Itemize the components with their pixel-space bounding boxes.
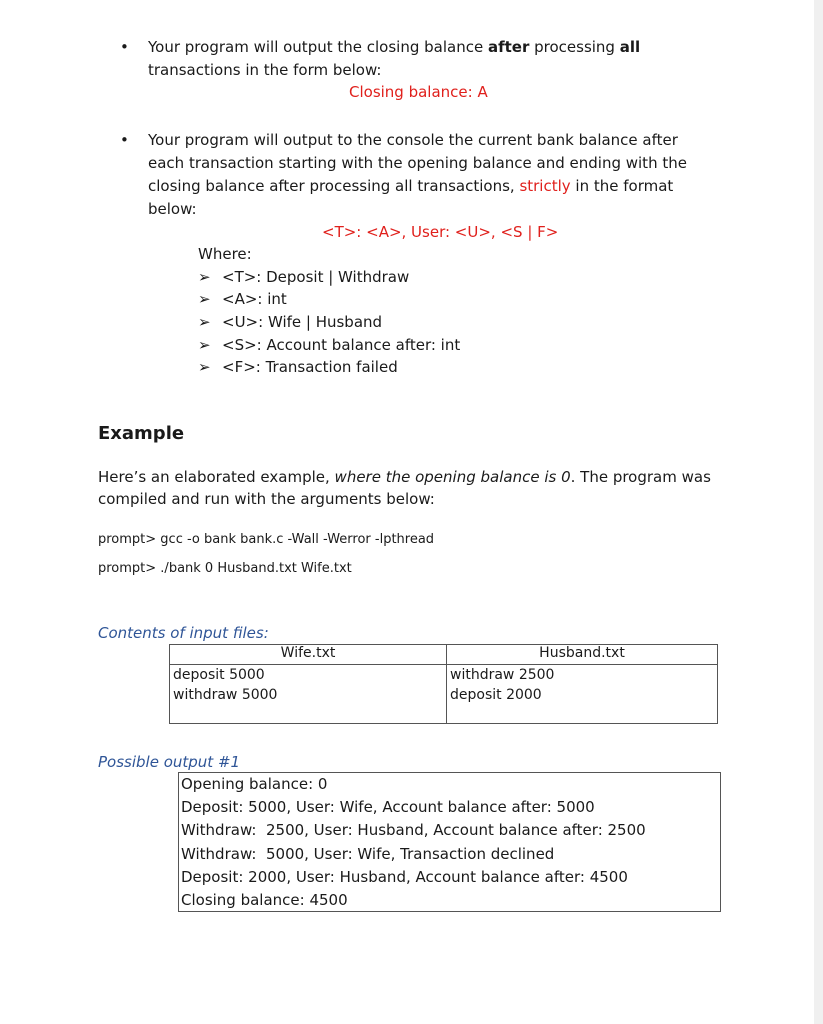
arrow-bullet-icon: ➢ xyxy=(198,336,211,354)
transaction-format: <T>: <A>, User: <U>, <S | F> xyxy=(322,223,559,241)
arrow-bullet-icon: ➢ xyxy=(198,313,211,331)
output-line: Withdraw: 5000, User: Wife, Transaction declined xyxy=(181,844,555,863)
where-item: ➢ <U>: Wife | Husband xyxy=(198,311,382,334)
bullet1-line1: Your program will output the closing balance after processing all xyxy=(148,38,641,56)
example-intro-line1: Here’s an elaborated example, where the opening balance is 0. The program was xyxy=(98,468,711,486)
output-box xyxy=(178,772,721,912)
arrow-bullet-icon: ➢ xyxy=(198,290,211,308)
compile-command: prompt> gcc -o bank bank.c -Wall -Werror -lpthread xyxy=(98,532,435,547)
run-command: prompt> ./bank 0 Husband.txt Wife.txt xyxy=(98,561,352,576)
file-line: withdraw 5000 xyxy=(173,687,278,703)
arrow-bullet-icon: ➢ xyxy=(198,358,211,376)
bullet-dot: • xyxy=(120,38,129,56)
vertical-scrollbar[interactable] xyxy=(814,0,823,1024)
table-header-wife: Wife.txt xyxy=(170,645,447,665)
file-line: withdraw 2500 xyxy=(450,667,555,683)
table-row xyxy=(170,665,718,724)
output-line: Closing balance: 4500 xyxy=(181,891,348,910)
bullet2-line3: closing balance after processing all transactions, strictly in the format xyxy=(148,177,674,195)
output-line: Opening balance: 0 xyxy=(181,775,328,793)
bullet2-line1: Your program will output to the console the current bank balance after xyxy=(148,131,678,149)
bullet1-line2: transactions in the form below: xyxy=(148,61,382,79)
input-files-table xyxy=(169,644,718,724)
wife-file-cell xyxy=(170,665,447,724)
arrow-bullet-icon: ➢ xyxy=(198,268,211,286)
where-item: ➢ <A>: int xyxy=(198,288,287,311)
where-item: ➢ <S>: Account balance after: int xyxy=(198,334,460,357)
bullet-dot: • xyxy=(120,131,129,149)
where-item: ➢ <F>: Transaction failed xyxy=(198,356,398,379)
input-files-caption: Contents of input files: xyxy=(98,624,269,642)
bullet2-line2: each transaction starting with the opening balance and ending with the xyxy=(148,154,687,172)
file-line: deposit 2000 xyxy=(450,687,542,703)
output-caption: Possible output #1 xyxy=(98,753,241,771)
output-line: Deposit: 5000, User: Wife, Account balance after: 5000 xyxy=(181,798,595,817)
file-line: deposit 5000 xyxy=(173,667,265,683)
husband-file-cell xyxy=(447,665,718,724)
where-label: Where: xyxy=(198,245,252,263)
closing-balance-format: Closing balance: A xyxy=(349,83,488,101)
bullet2-line4: below: xyxy=(148,200,197,218)
example-intro-line2: compiled and run with the arguments below: xyxy=(98,490,435,508)
example-heading: Example xyxy=(98,423,185,444)
output-line: Withdraw: 2500, User: Husband, Account balance after: 2500 xyxy=(181,821,646,840)
output-line: Deposit: 2000, User: Husband, Account balance after: 4500 xyxy=(181,867,628,886)
where-item: ➢ <T>: Deposit | Withdraw xyxy=(198,266,409,289)
table-header-row xyxy=(170,645,718,665)
table-header-husband: Husband.txt xyxy=(447,645,718,665)
